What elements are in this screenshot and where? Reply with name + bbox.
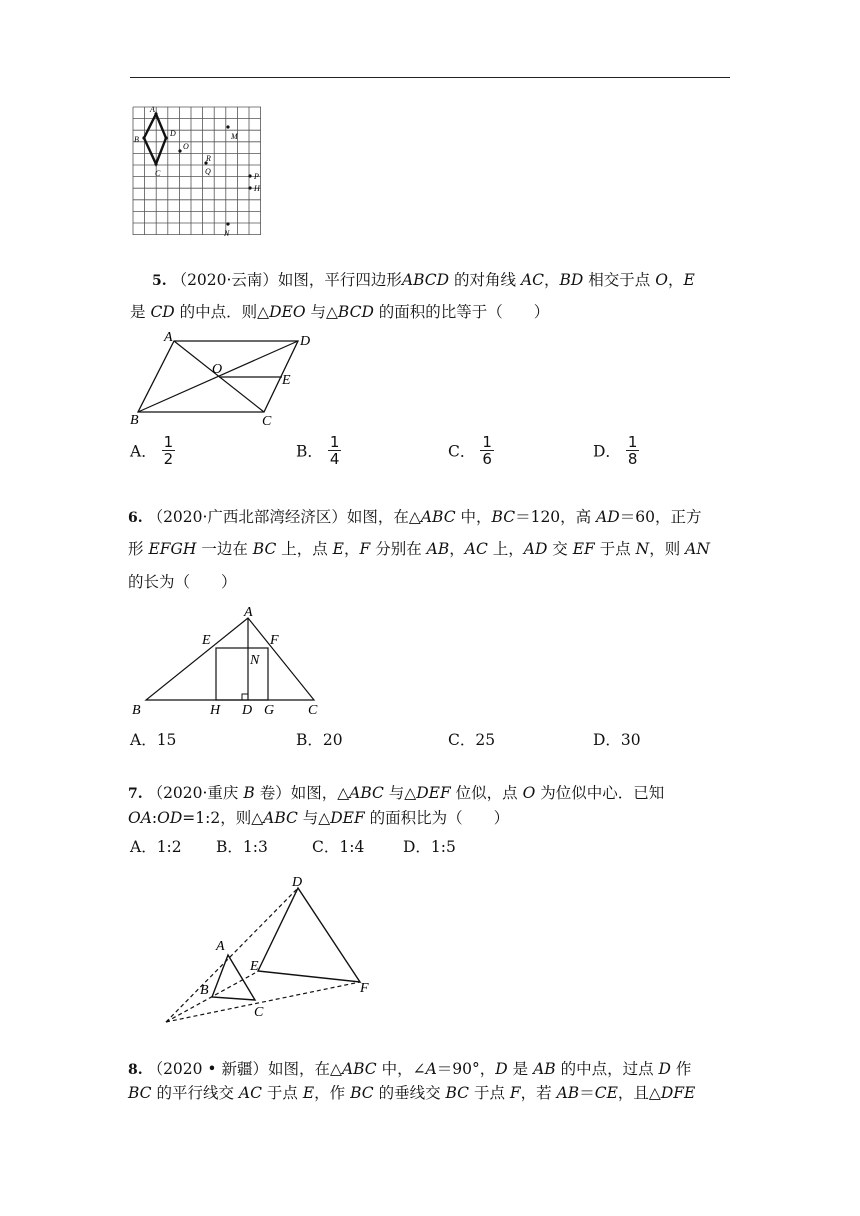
q6-label-c: C [308,703,318,718]
q5-option-b[interactable]: B． $\frac{1}{4}$ [296,433,340,468]
q7-label-d: D [292,875,303,890]
q7-option-c[interactable]: C．1:4 [312,838,365,856]
grid-label-r: R [206,154,211,163]
q8-line1: 8. （2020 • 新疆）如图，在△ABC 中，∠A＝90°，D 是 AB 的中点，过点 D 作 [128,1060,692,1078]
q7-homothety-figure [150,870,390,1030]
q5-option-c[interactable]: C． $\frac{1}{6}$ [448,433,492,468]
q6-line3: 的长为（ ） [128,573,237,591]
q6-triangle-figure [128,604,328,720]
grid-label-n: N [224,229,230,238]
q7-option-d[interactable]: D．1:5 [403,838,456,856]
grid-label-o: O [183,142,189,151]
q6-label-a: A [244,605,253,620]
grid-label-b: B [134,135,139,144]
q6-option-d[interactable]: D．30 [593,731,641,749]
q5-label-a: A [164,330,173,345]
q5-fraction-c: $\frac{1}{6}$ [482,433,492,468]
q7-label-e: E [250,959,259,974]
q6-option-b[interactable]: B．20 [296,731,343,749]
q7-label-f: F [360,981,369,996]
q7-label-b: B [200,983,209,998]
header-rule [130,77,730,78]
q5-label-c: C [262,414,272,429]
q6-label-b: B [132,703,141,718]
grid-label-q: Q [205,167,211,176]
q5-line2: 是 CD 的中点．则△DEO 与△BCD 的面积的比等于（ ） [130,303,550,321]
q6-option-a[interactable]: A．15 [130,731,177,749]
q6-label-d: D [242,703,253,718]
q7-label-a: A [216,939,225,954]
q7-option-b[interactable]: B．1:3 [216,838,268,856]
grid-label-d: D [170,129,176,138]
q6-line2: 形 EFGH 一边在 BC 上，点 E，F 分别在 AB，AC 上，AD 交 EF 于点 N，则 AN [128,540,710,558]
q6-label-n: N [250,653,260,668]
q7-option-a[interactable]: A．1:2 [130,838,182,856]
q7-line1: 7. （2020·重庆 B 卷）如图，△ABC 与△DEF 位似，点 O 为位似中心．已知 [128,784,665,802]
q6-line1: 6. （2020·广西北部湾经济区）如图，在△ABC 中，BC＝120，高 AD＝60，正方 [128,508,702,526]
q5-line1: 5. （2020·云南）如图，平行四边形ABCD 的对角线 AC，BD 相交于点 O，E [152,271,695,289]
q5-label-b: B [130,413,139,428]
grid-label-c: C [155,169,161,178]
q8-line2: BC 的平行线交 AC 于点 E，作 BC 的垂线交 BC 于点 F，若 AB＝CE，且△DFE [128,1084,696,1102]
q6-label-g: G [264,703,275,718]
grid-label-h: H [254,184,260,193]
q5-fraction-b: $\frac{1}{4}$ [329,433,340,468]
q5-label-o: O [212,362,223,377]
grid-label-p: P [254,172,259,181]
grid-figure [128,102,266,240]
grid-label-m: M [231,132,238,141]
q5-fraction-d: $\frac{1}{8}$ [627,433,638,468]
q6-label-h: H [210,703,221,718]
q5-label-e: E [282,373,291,388]
q5-label-d: D [300,334,311,349]
q6-option-c[interactable]: C．25 [448,731,496,749]
q5-parallelogram-figure [126,328,326,430]
grid-label-a: A [150,105,155,114]
q7-label-c: C [254,1005,264,1020]
q5-option-a[interactable]: A． $\frac{1}{2}$ [130,433,174,468]
q7-line2: OA:OD=1:2，则△ABC 与△DEF 的面积比为（ ） [128,809,510,827]
q6-label-e: E [202,633,211,648]
q5-fraction-a: $\frac{1}{2}$ [163,433,174,468]
q5-option-d[interactable]: D． $\frac{1}{8}$ [593,433,638,468]
q6-label-f: F [270,633,279,648]
